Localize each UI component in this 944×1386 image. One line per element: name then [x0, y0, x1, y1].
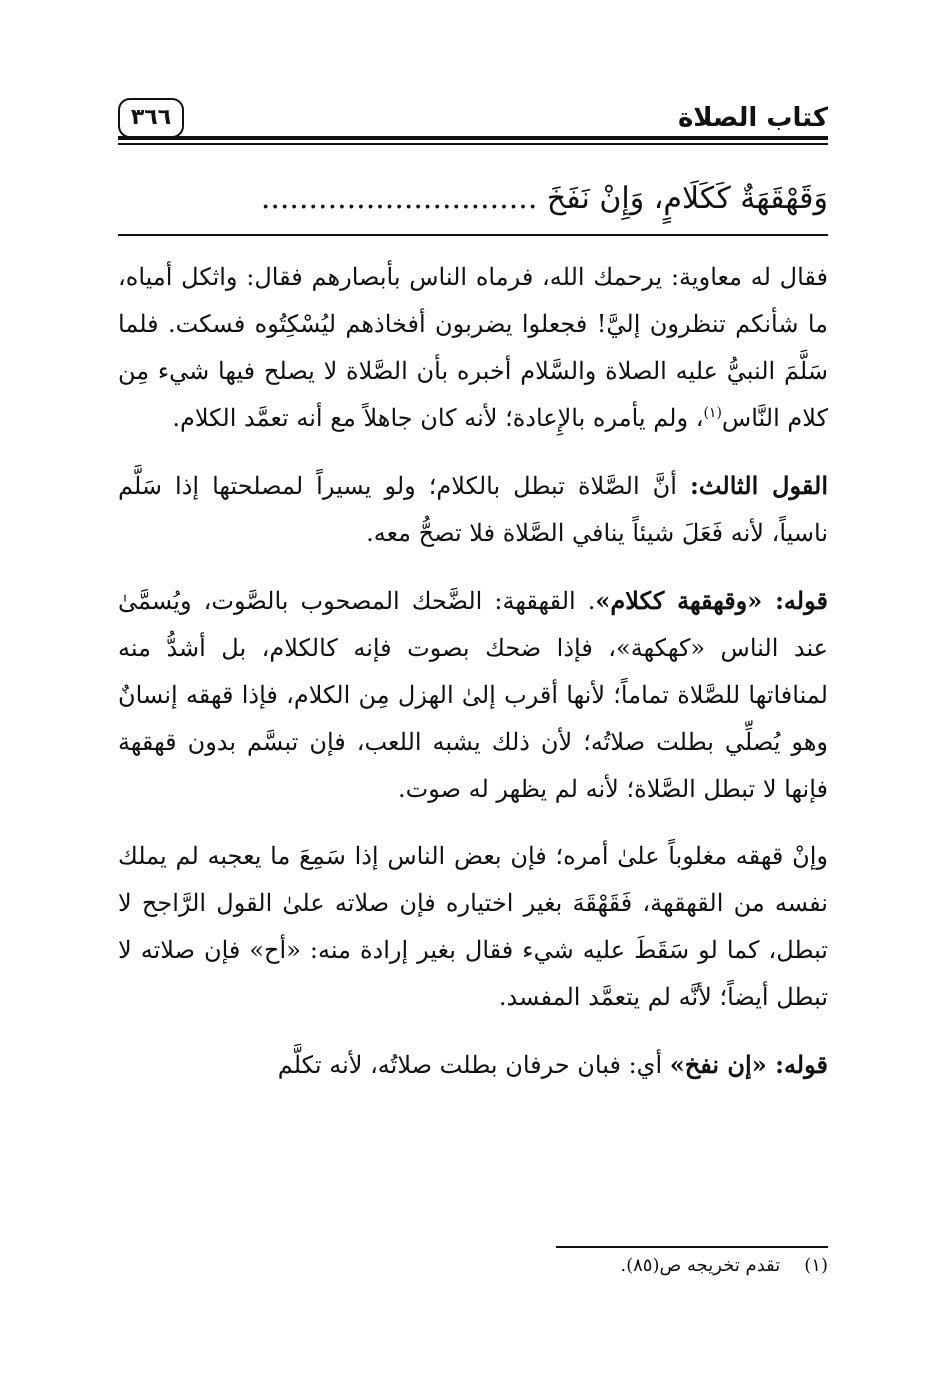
- book-title: كتاب الصلاة: [677, 103, 828, 133]
- footnote-reference: (١): [703, 405, 722, 421]
- commentary-body: [118, 254, 828, 1089]
- paragraph-1-text: فقال له معاوية: يرحمك الله، فرماه الناس بأبصارهم فقال: واثكل أمياه، ما شأنكم تنظرون إليَّ! فجعلوا يضربون أفخاذهم ليُسْكِتُوه فسكت. فلما سَلَّمَ النبيُّ عليه الصلاة والسَّلام أخبره بأن الصَّلاة لا يصلح فيها شيء مِن كلام النَّاس: [118, 263, 828, 432]
- paragraph-5: [118, 1041, 828, 1089]
- paragraph-4-text: وإنْ قهقه مغلوباً علىٰ أمره؛ فإن بعض الناس إذا سَمِعَ ما يعجبه لم يملك نفسه من القهقهة، فَقَهْقَهَ بغير اختياره فإن صلاته علىٰ القول الرَّاجح لا تبطل، كما لو سَقَطَ عليه شيء فقال بغير إرادة منه: «أح» فإن صلاته لا تبطل أيضاً؛ لأنَّه لم يتعمَّد المفسد.: [118, 842, 828, 1011]
- footnote-divider: [556, 1246, 828, 1248]
- paragraph-4: [118, 833, 828, 1021]
- header-rule-thick: [118, 136, 828, 140]
- paragraph-1: [118, 254, 828, 442]
- paragraph-3: [118, 577, 828, 813]
- paragraph-2-label: القول الثالث:: [690, 471, 828, 500]
- footnote-number: (١): [804, 1255, 828, 1276]
- matn-text: وَقَهْقَهَةٌ كَكَلَامٍ، وَإِنْ نَفَخَ .............................: [260, 181, 828, 216]
- paragraph-3-text: . القهقهة: الضَّحك المصحوب بالصَّوت، ويُسمَّىٰ عند الناس «كهكهة»، فإذا ضحك بصوت فإنه كالكلام، بل أشدُّ منه لمنافاتها للصَّلاة تماماً؛ لأنها أقرب إلىٰ الهزل مِن الكلام، فإذا قهقه إنسانٌ وهو يُصلِّي بطلت صلاتُه؛ لأن ذلك يشبه اللعب، فإن تبسَّم بدون قهقهة فإنها لا تبطل الصَّلاة؛ لأنه لم يظهر له صوت.: [118, 587, 829, 803]
- paragraph-1-text-after: ، ولم يأمره بالإِعادة؛ لأنه كان جاهلاً مع أنه تعمَّد الكلام.: [172, 404, 704, 432]
- header-rule-thin: [118, 143, 828, 145]
- page-header: [118, 98, 828, 158]
- paragraph-3-label: قوله: «وقهقهة ككلام»: [595, 586, 828, 615]
- paragraph-5-label: قوله: «إن نفخ»: [669, 1050, 828, 1079]
- paragraph-2: [118, 462, 828, 557]
- matn-divider: [118, 234, 828, 236]
- paragraph-5-text: أي: فبان حرفان بطلت صلاتُه، لأنه تكلَّم: [277, 1051, 670, 1079]
- footnote: [328, 1250, 828, 1282]
- footnote-text: تقدم تخريجه ص(٨٥).: [620, 1255, 781, 1276]
- paragraph-2-text: أنَّ الصَّلاة تبطل بالكلام؛ ولو يسيراً لمصلحتها إذا سَلَّم ناسياً، لأنه فَعَلَ شيئاً ينافي الصَّلاة فلا تصحُّ معه.: [118, 472, 828, 547]
- page-number: ٣٦٦: [118, 98, 184, 138]
